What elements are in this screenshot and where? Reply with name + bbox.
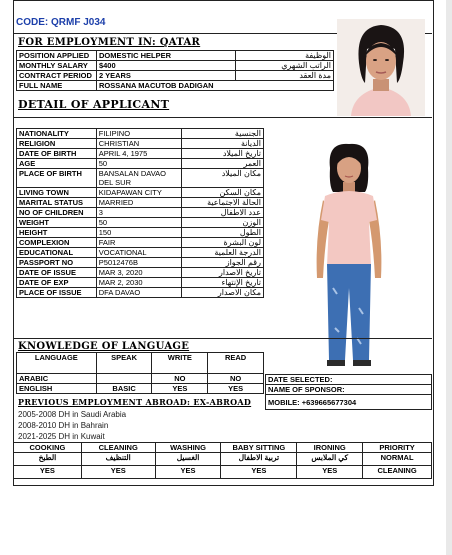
table-row <box>17 139 264 149</box>
col-header: LANGUAGE <box>17 353 97 374</box>
row-arabic: الطول <box>182 228 264 238</box>
row-arabic: لون البشرة <box>182 238 264 248</box>
employment-heading: FOR EMPLOYMENT IN: QATAR <box>18 37 201 48</box>
date-selected-label: DATE SELECTED: <box>266 375 432 385</box>
skill-arabic: الغسيل <box>155 453 221 466</box>
table-row <box>17 228 264 238</box>
row-value: MAR 2, 2030 <box>96 278 182 288</box>
skill-header: BABY SITTING <box>221 443 297 453</box>
row-value: P5012476B <box>96 258 182 268</box>
row-value-line: BANSALAN DAVAO <box>98 169 167 178</box>
table-row <box>17 288 264 298</box>
table-row <box>17 159 264 169</box>
row-label: MONTHLY SALARY <box>17 61 97 71</box>
row-arabic: رقم الجواز <box>182 258 264 268</box>
row-value: VOCATIONAL <box>96 248 182 258</box>
row-arabic: الوزن <box>182 218 264 228</box>
row-label: DATE OF EXP <box>17 278 97 288</box>
priority-value: NORMAL <box>363 453 432 466</box>
row-label: AGE <box>17 159 97 169</box>
table-row <box>17 129 264 139</box>
row-value: FAIR <box>96 238 182 248</box>
table-row <box>17 258 264 268</box>
cell: NO <box>152 374 208 384</box>
row-label: CONTRACT PERIOD <box>17 71 97 81</box>
row-value <box>96 169 182 188</box>
skill-arabic: الطبخ <box>14 453 82 466</box>
row-arabic: الجنسية <box>182 129 264 139</box>
skill-value: YES <box>81 466 155 479</box>
table-row <box>266 395 432 410</box>
row-value: ROSSANA MACUTOB DADIGAN <box>96 81 333 91</box>
skill-arabic: تربية الاطفال <box>221 453 297 466</box>
row-arabic: الديانة <box>182 139 264 149</box>
cell <box>96 374 152 384</box>
experience-item: 2008-2010 DH in Bahrain <box>18 421 109 430</box>
table-row <box>17 238 264 248</box>
sponsor-name-label: NAME OF SPONSOR: <box>266 385 432 395</box>
table-row <box>17 268 264 278</box>
row-arabic: الحالة الاجتماعية <box>182 198 264 208</box>
table-row <box>17 149 264 159</box>
skill-value: YES <box>297 466 363 479</box>
col-header: READ <box>208 353 264 374</box>
row-value: CHRISTIAN <box>96 139 182 149</box>
row-label: PLACE OF ISSUE <box>17 288 97 298</box>
row-value: KIDAPAWAN CITY <box>96 188 182 198</box>
applicant-table <box>16 128 264 298</box>
row-arabic: عدد الاطفال <box>182 208 264 218</box>
experience-item: 2005-2008 DH in Saudi Arabia <box>18 410 127 419</box>
row-value-line: DEL SUR <box>98 178 131 187</box>
table-row <box>17 353 264 374</box>
skill-header: PRIORITY <box>363 443 432 453</box>
table-row <box>14 443 432 453</box>
row-label: EDUCATIONAL <box>17 248 97 258</box>
row-label: NATIONALITY <box>17 129 97 139</box>
row-value: $400 <box>96 61 235 71</box>
skill-value: YES <box>155 466 221 479</box>
table-row <box>17 71 334 81</box>
row-label: HEIGHT <box>17 228 97 238</box>
row-arabic: الوظيفة <box>236 51 334 61</box>
table-row <box>17 384 264 394</box>
skill-header: IRONING <box>297 443 363 453</box>
skill-value: YES <box>14 466 82 479</box>
row-label: FULL NAME <box>17 81 97 91</box>
row-arabic: تاريخ الميلاد <box>182 149 264 159</box>
skill-value: YES <box>221 466 297 479</box>
row-value: 50 <box>96 218 182 228</box>
row-label: COMPLEXION <box>17 238 97 248</box>
table-row <box>266 385 432 395</box>
previous-employment-heading: PREVIOUS EMPLOYMENT ABROAD: EX-ABROAD <box>18 397 252 407</box>
row-arabic: مكان الميلاد <box>182 169 264 188</box>
row-label: DATE OF BIRTH <box>17 149 97 159</box>
sponsor-table <box>265 374 432 410</box>
row-label: DATE OF ISSUE <box>17 268 97 278</box>
row-value: 150 <box>96 228 182 238</box>
table-row <box>17 198 264 208</box>
table-row <box>17 188 264 198</box>
row-arabic: الراتب الشهري <box>236 61 334 71</box>
skills-table <box>13 442 432 479</box>
table-row <box>17 81 334 91</box>
row-value: MAR 3, 2020 <box>96 268 182 278</box>
cell: ARABIC <box>17 374 97 384</box>
divider <box>13 338 432 339</box>
page-edge <box>446 0 452 555</box>
table-row <box>17 278 264 288</box>
row-arabic: العمر <box>182 159 264 169</box>
row-label: MARITAL STATUS <box>17 198 97 208</box>
skill-header: CLEANING <box>81 443 155 453</box>
row-label: POSITION APPLIED <box>17 51 97 61</box>
row-value: FILIPINO <box>96 129 182 139</box>
table-row <box>17 51 334 61</box>
col-header: WRITE <box>152 353 208 374</box>
skill-arabic: كي الملابس <box>297 453 363 466</box>
cell: ENGLISH <box>17 384 97 394</box>
table-row <box>17 61 334 71</box>
row-arabic: تاريخ الاصدار <box>182 268 264 278</box>
row-arabic: مدة العقد <box>236 71 334 81</box>
row-arabic: مكان الاصدار <box>182 288 264 298</box>
row-label: PASSPORT NO <box>17 258 97 268</box>
skill-arabic: التنظيف <box>81 453 155 466</box>
col-header: SPEAK <box>96 353 152 374</box>
cell: YES <box>208 384 264 394</box>
applicant-full-photo <box>267 138 430 370</box>
priority-skill: CLEANING <box>363 466 432 479</box>
language-heading: KNOWLEDGE OF LANGUAGE <box>18 341 190 352</box>
row-label: NO OF CHILDREN <box>17 208 97 218</box>
applicant-portrait <box>337 19 425 116</box>
row-value: 2 YEARS <box>96 71 235 81</box>
divider <box>13 117 432 118</box>
row-label: LIVING TOWN <box>17 188 97 198</box>
row-value: MARRIED <box>96 198 182 208</box>
row-label: PLACE OF BIRTH <box>17 169 97 188</box>
code-label: CODE: QRMF J034 <box>16 17 106 28</box>
table-row <box>14 466 432 479</box>
experience-item: 2021-2025 DH in Kuwait <box>18 432 105 441</box>
table-row <box>14 453 432 466</box>
row-arabic: تاريخ الإنتهاء <box>182 278 264 288</box>
table-row <box>17 208 264 218</box>
skill-header: COOKING <box>14 443 82 453</box>
row-value: 50 <box>96 159 182 169</box>
cell: YES <box>152 384 208 394</box>
row-arabic: مكان السكن <box>182 188 264 198</box>
cell: BASIC <box>96 384 152 394</box>
row-value: 3 <box>96 208 182 218</box>
row-arabic: الدرجة العلمية <box>182 248 264 258</box>
row-value: DFA DAVAO <box>96 288 182 298</box>
table-row <box>17 218 264 228</box>
language-table <box>16 352 264 394</box>
row-value: DOMESTIC HELPER <box>96 51 235 61</box>
row-label: WEIGHT <box>17 218 97 228</box>
employment-table <box>16 50 334 91</box>
table-row <box>266 375 432 385</box>
row-value: APRIL 4, 1975 <box>96 149 182 159</box>
table-row <box>17 169 264 188</box>
mobile-number: MOBILE: +639665677304 <box>266 395 432 410</box>
table-row <box>17 374 264 384</box>
skill-header: WASHING <box>155 443 221 453</box>
applicant-heading: DETAIL OF APPLICANT <box>18 98 170 111</box>
cell: NO <box>208 374 264 384</box>
table-row <box>17 248 264 258</box>
row-label: RELIGION <box>17 139 97 149</box>
